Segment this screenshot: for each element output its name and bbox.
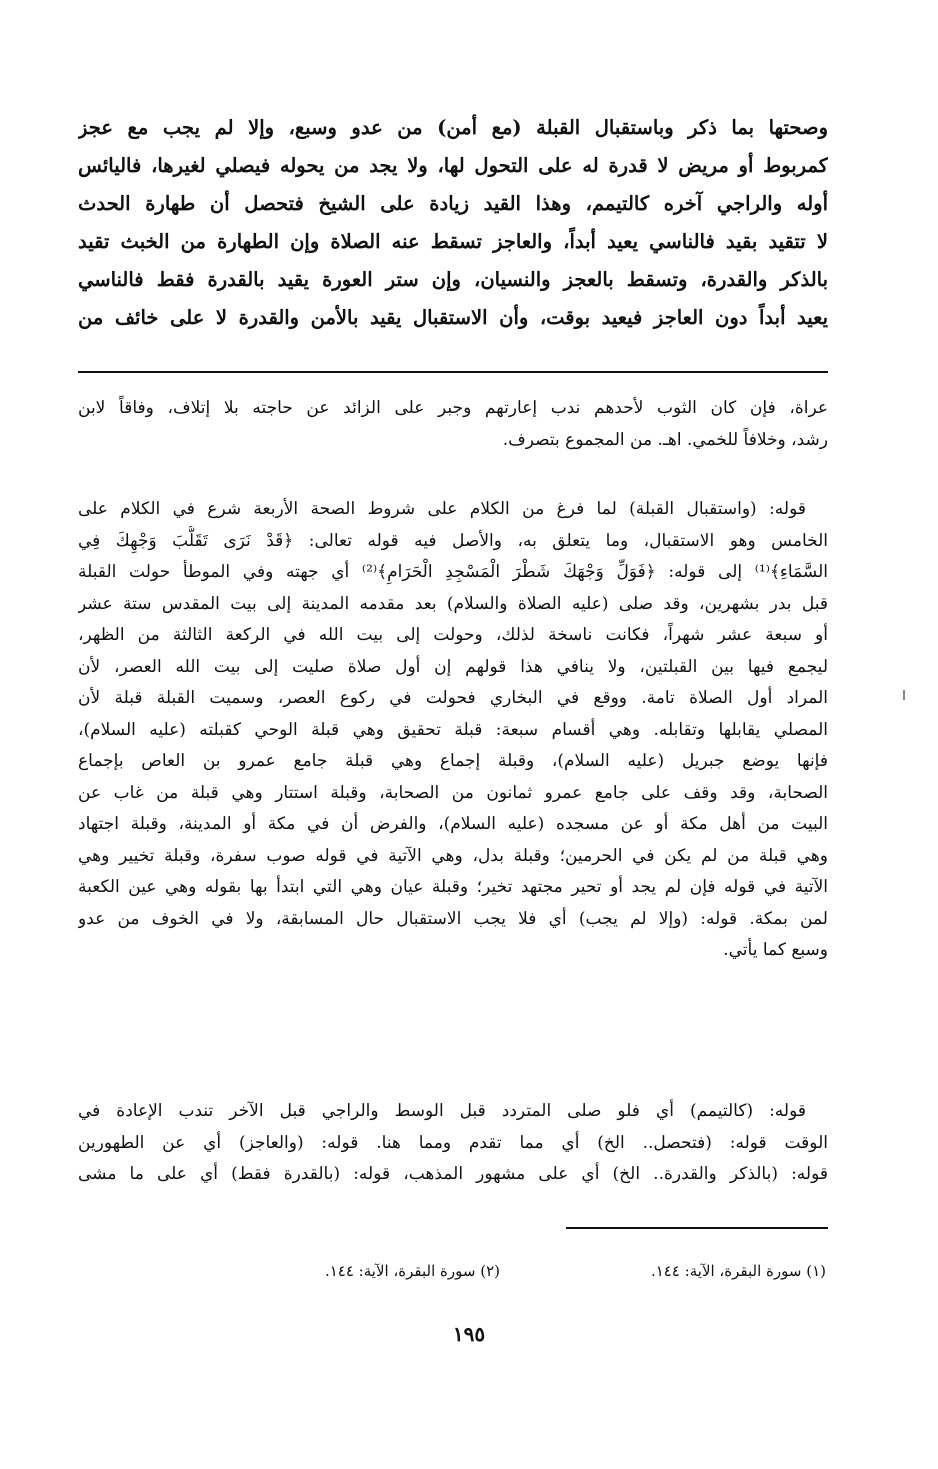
commentary-line: قوله: (كالتيمم) أي فلو صلى المتردد قبل الوسط والراجي قبل الآخر تندب الإعادة في xyxy=(78,1101,806,1121)
commentary-line: الآتية في قوله فإن لم يجد أو تحير مجتهد تخير؛ وقبلة عيان وهي التي ابتدأ بها بقوله وهي عين الكعبة xyxy=(78,877,828,897)
commentary-line: ليجمع فيها بين القبلتين، ولا ينافي هذا قولهم إن أول صلاة صليت إلى بيت الله العصر، لأن xyxy=(78,656,828,677)
commentary-paragraph-2 xyxy=(78,1096,828,1191)
commentary-line: وهي قبلة من لم يكن في الحرمين؛ وقبلة بدل، وهي الآتية في قوله صوب سفرة، وقبلة تخيير وهي xyxy=(78,845,828,866)
commentary-line: لمن بمكة. قوله: (وإلا لم يجب) أي فلا يجب الاستقبال حال المسابقة، ولا في الخوف من عدو xyxy=(78,908,828,929)
footnote-2: (٢) سورة البقرة، الآية: ١٤٤. xyxy=(324,1262,500,1280)
footnote-divider xyxy=(566,1227,828,1229)
main-line: كمربوط أو مريض لا قدرة له على التحول لها، ولا يجد من يحوله فيصلي لغيرها، فاليائس xyxy=(78,154,828,177)
commentary-line: قوله: (واستقبال القبلة) لما فرغ من الكلام على شروط الصحة الأربعة شرع في الكلام على xyxy=(78,499,806,519)
commentary-line: الخامس وهو الاستقبال، وما يتعلق به، والأصل فيه قوله تعالى: ﴿قَدْ نَرَى تَقَلُّبَ وَجْهِكَ فِي xyxy=(78,530,828,551)
commentary-line: المصلي يقابلها وتقابله. وهي أقسام سبعة: قبلة تحقيق وهي قبلة الوحي كقبلته (عليه السلام)، xyxy=(78,719,828,740)
commentary-line: أو سبعة عشر شهراً، فكانت ناسخة لذلك، وحولت إلى بيت الله في الركعة الثالثة من الظهر، xyxy=(78,625,828,645)
commentary-line: المراد أول الصلاة تامة. ووقع في البخاري فحولت في ركوع العصر، وسميت القبلة قبلة لأن xyxy=(78,688,828,708)
page-number: ١٩٥ xyxy=(452,1322,486,1346)
main-line: لا تتقيد بقيد فالناسي يعيد أبداً، والعاجز تسقط عنه الصلاة وإن الطهارة من الخبث تقيد xyxy=(78,230,828,253)
commentary-line: قبل بدر بشهرين، وقد صلى (عليه الصلاة والسلام) بعد مقدمه المدينة إلى بيت المقدس ستة عشر xyxy=(78,593,828,614)
commentary-paragraph-1 xyxy=(78,494,828,967)
main-line: وصحتها بما ذكر وباستقبال القبلة (مع أمن) من عدو وسبع، وإلا لم يجب مع عجز xyxy=(78,116,828,139)
commentary-line: البيت من أهل مكة أو عن مسجده (عليه السلام)، والفرض أن في مكة أو المدينة، وقبلة اجتهاد xyxy=(78,814,828,834)
commentary-line: السَّمَاءِ﴾⁽¹⁾ إلى قوله: ﴿فَوَلِّ وَجْهَكَ شَطْرَ الْمَسْجِدِ الْحَرَامِ﴾⁽²⁾ أي جهته وفي الموطأ حولت القبلة xyxy=(78,562,828,582)
margin-mark xyxy=(903,690,905,700)
main-line: بالذكر والقدرة، وتسقط بالعجز والنسيان، وإن ستر العورة يقيد بالقدرة فقط فالناسي xyxy=(78,268,828,291)
commentary-line: رشد، وخلافاً للخمي. اهـ. من المجموع بتصرف. xyxy=(502,429,828,450)
commentary-line: قوله: (بالذكر والقدرة.. الخ) أي على مشهور المذهب، قوله: (بالقدرة فقط) أي على ما مشى xyxy=(78,1164,828,1184)
main-line: أوله والراجي آخره كالتيمم، وهذا القيد زيادة على الشيخ فتحصل أن طهارة الحدث xyxy=(78,192,828,215)
footnote-1: (١) سورة البقرة، الآية: ١٤٤. xyxy=(650,1262,826,1280)
continued-commentary xyxy=(78,393,828,456)
commentary-line: عراة، فإن كان الثوب لأحدهم ندب إعارتهم وجبر على الزائد عن حاجته بلا إتلاف، وفاقاً لابن xyxy=(78,398,828,418)
main-text xyxy=(78,109,828,337)
main-line: يعيد أبداً دون العاجز فيعيد بوقت، وأن الاستقبال يقيد بالأمن والقدرة لا على خائف من xyxy=(78,306,828,329)
commentary-line: الصحابة، وقد وقف على جامع عمرو ثمانون من الصحابة، وقبلة استتار وهي قبلة من غاب عن xyxy=(78,782,828,803)
commentary-line: الوقت قوله: (فتحصل.. الخ) أي مما تقدم ومما هنا. قوله: (والعاجز) أي عن الطهورين xyxy=(78,1132,828,1153)
main-text-divider xyxy=(78,371,828,373)
commentary-line: فإنها يوضع جبريل (عليه السلام)، وقبلة إجماع وهي قبلة جامع عمرو بن العاص بإجماع xyxy=(78,751,828,771)
commentary-line: وسبع كما يأتي. xyxy=(723,940,828,960)
